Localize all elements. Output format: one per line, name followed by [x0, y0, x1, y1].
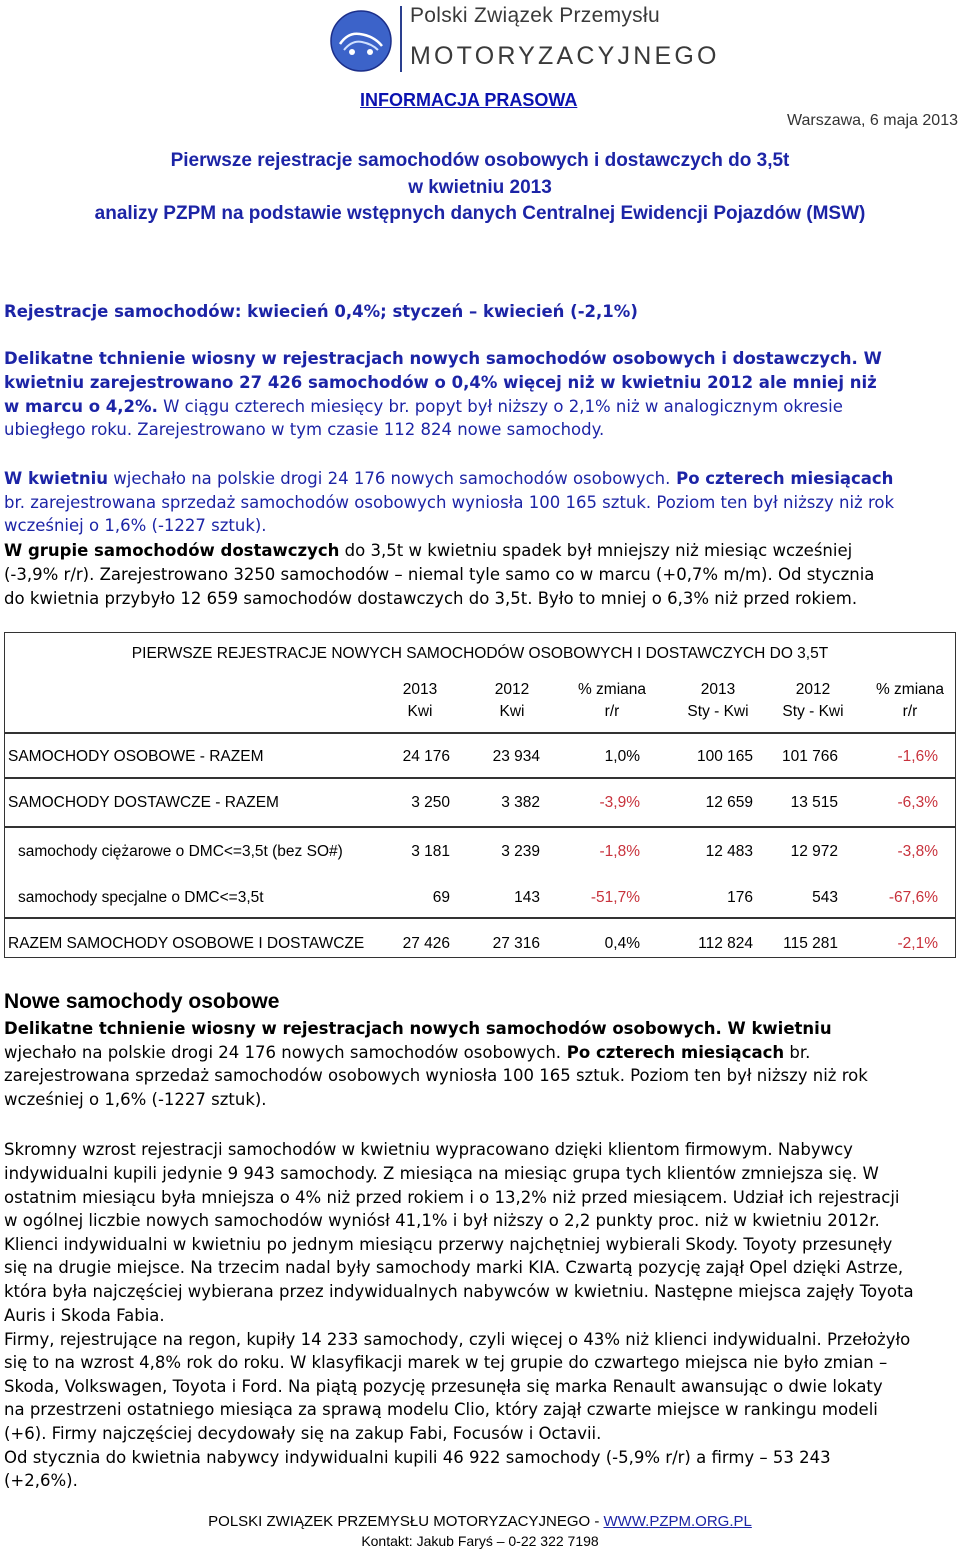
lead-p3-line3: do kwietnia przybyło 12 659 samochodów dostawczych do 3,5t. Było to mniej o 6,3% niż przed rokiem. [4, 589, 858, 608]
lead-p3-text1: do 3,5t w kwietniu spadek był mniejszy niż miesiąc wcześniej [339, 541, 853, 560]
title-line2: w kwietniu 2013 [408, 177, 552, 198]
lead-p3-line1 [4, 539, 956, 562]
table-cell: 115 281 [783, 935, 838, 952]
table-row-label: samochody ciężarowe o DMC<=3,5t (bez SO#) [18, 843, 343, 860]
table-cell: -2,1% [897, 935, 938, 952]
title-line3: analizy PZPM na podstawie wstępnych danych Centralnej Ewidencji Pojazdów (MSW) [94, 203, 866, 224]
body-text-line: która była najczęściej wybierana przez indywidualnych nabywców w kwietniu. Następne miejsca zajęły Toyota [4, 1282, 914, 1301]
lead-p1-line3 [4, 395, 956, 418]
body-text-line: Klienci indywidualni w kwietniu po jednym miesiącu przerwy najchętniej wybierali Skody. Toyoty przesunęły [4, 1235, 893, 1254]
section-lead-tail: br. [784, 1043, 811, 1062]
logo-divider [400, 6, 402, 72]
body-text-line: Skromny wzrost rejestracji samochodów w kwietniu wypracowano dzięki klientom firmowym. Nabywcy [4, 1140, 853, 1159]
table-cell: 0,4% [604, 935, 640, 952]
table-header-col2: 2012 Kwi [494, 681, 530, 720]
section-lead-line2 [4, 1041, 956, 1064]
lead-p2-line2 [4, 491, 956, 514]
title-line1: Pierwsze rejestracje samochodów osobowych i dostawczych do 3,5t [170, 150, 790, 171]
table-title: PIERWSZE REJESTRACJE NOWYCH SAMOCHODÓW OSOBOWYCH I DOSTAWCZYCH DO 3,5T [131, 645, 829, 662]
body-text-line: ostatnim miesiącu była mniejsza o 4% niż przed rokiem i o 13,2% niż przed miesiącem. Udział ich rejestracji [4, 1188, 900, 1207]
lead-p2-line3: wcześniej o 1,6% (-1227 sztuk). [4, 516, 267, 535]
table-cell: 69 [432, 889, 450, 906]
table-cell: 27 426 [402, 935, 450, 952]
body-text-line: (+2,6%). [4, 1471, 78, 1490]
table-divider [4, 826, 956, 828]
table-header-col3: % zmiana r/r [577, 681, 647, 720]
lead-p1-line4: ubiegłego roku. Zarejestrowano w tym czasie 112 824 nowe samochody. [4, 420, 605, 439]
body-text-line: Od stycznia do kwietnia nabywcy indywidualni kupili 46 922 samochody (-5,9% r/r) a firmy – 53 243 [4, 1448, 831, 1467]
lead-p2-bold2: Po czterech miesiącach [670, 469, 894, 488]
footer-org [0, 1513, 960, 1530]
body-text-line: (+6). Firmy najczęściej decydowały się na zakup Fabi, Focusów i Octavii. [4, 1424, 602, 1443]
logo-text-line1: Polski Związek Przemysłu [410, 4, 660, 27]
body-text-line: Firmy, rejestrujące na regon, kupiły 14 233 samochody, czyli więcej o 43% niż klienci indywidualni. Przełożyło [4, 1330, 911, 1349]
table-cell: 27 316 [492, 935, 540, 952]
body-text-line: na przestrzeni ostatniego miesiąca za sprawą modelu Clio, który zajął czwarte miejsce w rankingu modeli [4, 1400, 878, 1419]
table-cell: -3,8% [897, 843, 938, 860]
table-row-label: samochody specjalne o DMC<=3,5t [18, 889, 264, 906]
table-divider [4, 732, 956, 734]
table-cell: 3 239 [501, 843, 540, 860]
lead-p3-line2: (-3,9% r/r). Zarejestrowano 3250 samochodów – niemal tyle samo co w marcu (+0,7% m/m). Od stycznia [4, 565, 875, 584]
table-cell: -1,6% [897, 748, 938, 765]
lead-p2-text3: Poziom ten był niższy niż rok [651, 493, 895, 512]
lead-p1-line3-rest: W ciągu czterech miesięcy br. popyt był niższy o 2,1% niż w analogicznym okresie [157, 397, 843, 416]
lead-p1-line1: Delikatne tchnienie wiosny w rejestracjach nowych samochodów osobowych i dostawczych. W [4, 349, 882, 368]
table-cell: 12 972 [790, 843, 838, 860]
table-cell: 143 [514, 889, 540, 906]
table-cell: 3 382 [501, 794, 540, 811]
table-row-label: SAMOCHODY DOSTAWCZE - RAZEM [8, 794, 279, 811]
table-header-col6: % zmiana r/r [875, 681, 945, 720]
table-header-col4: 2013 Sty - Kwi [687, 681, 749, 720]
footer-website-link[interactable]: WWW.PZPM.ORG.PL [603, 1513, 752, 1530]
table-divider [4, 777, 956, 779]
table-cell: 12 659 [705, 794, 753, 811]
body-text-line: Skoda, Volkswagen, Toyota i Ford. Na piątą pozycję przesunęła się marka Renault awansując o dwie lokaty [4, 1377, 883, 1396]
table-cell: -51,7% [590, 889, 640, 906]
body-text-line: indywidualni kupili jedynie 9 943 samochody. Z miesiąca na miesiąc grupa tych klientów zmniejsza się. W [4, 1164, 879, 1183]
table-header-col1: 2013 Kwi [402, 681, 438, 720]
section-lead-text3: Poziom ten był niższy niż rok [624, 1066, 868, 1085]
table-cell: 101 766 [781, 748, 838, 765]
section-lead-line1: Delikatne tchnienie wiosny w rejestracjach nowych samochodów osobowych. W kwietniu [4, 1019, 832, 1038]
table-cell: 112 824 [698, 935, 753, 952]
pzpm-logo-icon [330, 10, 392, 72]
table-row-label: RAZEM SAMOCHODY OSOBOWE I DOSTAWCZE [8, 935, 365, 952]
dateline: Warszawa, 6 maja 2013 [786, 112, 958, 129]
section-lead-text: wjechało na polskie drogi 24 176 nowych samochodów osobowych. [4, 1043, 562, 1062]
table-cell: 12 483 [705, 843, 753, 860]
table-cell: 13 515 [790, 794, 838, 811]
lead-p1-line3-bold: w marcu o 4,2%. [4, 397, 158, 416]
section-heading: Nowe samochody osobowe [4, 990, 280, 1013]
table-cell: -3,9% [599, 794, 640, 811]
body-text-line: Auris i Skoda Fabia. [4, 1306, 165, 1325]
body-text-line: się na drugie miejsce. Na trzecim nadal były samochody marki KIA. Czwartą pozycję zajął Opel dzięki Astrze, [4, 1258, 904, 1277]
table-cell: -6,3% [897, 794, 938, 811]
table-cell: 1,0% [604, 748, 640, 765]
lead-p2-text1: wjechało na polskie drogi 24 176 nowych samochodów osobowych. [108, 469, 671, 488]
table-cell: 543 [812, 889, 838, 906]
logo-text-line2: MOTORYZACYJNEGO [410, 42, 720, 70]
body-text-line: w ogólnej liczbie nowych samochodów wyniósł 41,1% i był niższy o 2,2 punkty proc. niż w kwietniu 2012r. [4, 1211, 880, 1230]
table-header-col5: 2012 Sty - Kwi [782, 681, 844, 720]
table-cell: 100 165 [696, 748, 753, 765]
footer-org-name: POLSKI ZWIĄZEK PRZEMYSŁU MOTORYZACYJNEGO - [208, 1513, 604, 1530]
lead-p2-line1 [4, 467, 956, 490]
table-cell: 176 [727, 889, 753, 906]
section-lead-line4: wcześniej o 1,6% (-1227 sztuk). [4, 1090, 267, 1109]
lead-p2-bold1: W kwietniu [4, 469, 109, 488]
lead-p2-text2: br. zarejestrowana sprzedaż samochodów osobowych wyniosła 100 165 sztuk. [4, 493, 652, 512]
table-cell: 24 176 [402, 748, 450, 765]
table-cell: 23 934 [492, 748, 540, 765]
table-row-label: SAMOCHODY OSOBOWE - RAZEM [8, 748, 264, 765]
lead-p3-bold: W grupie samochodów dostawczych [4, 541, 340, 560]
lead-p1-line2: kwietniu zarejestrowano 27 426 samochodów o 0,4% więcej niż w kwietniu 2012 ale mniej niż [4, 373, 877, 392]
table-cell: -1,8% [599, 843, 640, 860]
footer-contact: Kontakt: Jakub Faryś – 0-22 322 7198 [361, 1533, 599, 1549]
table-cell: -67,6% [888, 889, 938, 906]
table-cell: 3 250 [411, 794, 450, 811]
section-lead-bold: Po czterech miesiącach [561, 1043, 785, 1062]
table-divider [4, 917, 956, 919]
section-lead-text2: zarejestrowana sprzedaż samochodów osobowych wyniosła 100 165 sztuk. [4, 1066, 625, 1085]
press-release-heading: INFORMACJA PRASOWA [360, 90, 578, 110]
lead-headline: Rejestracje samochodów: kwiecień 0,4%; styczeń – kwiecień (-2,1%) [4, 302, 638, 321]
section-lead-line3 [4, 1064, 956, 1087]
body-text-line: się to na wzrost 4,8% rok do roku. W klasyfikacji marek w tej grupie do czwartego miejsca nie było zmian – [4, 1353, 888, 1372]
table-cell: 3 181 [411, 843, 450, 860]
